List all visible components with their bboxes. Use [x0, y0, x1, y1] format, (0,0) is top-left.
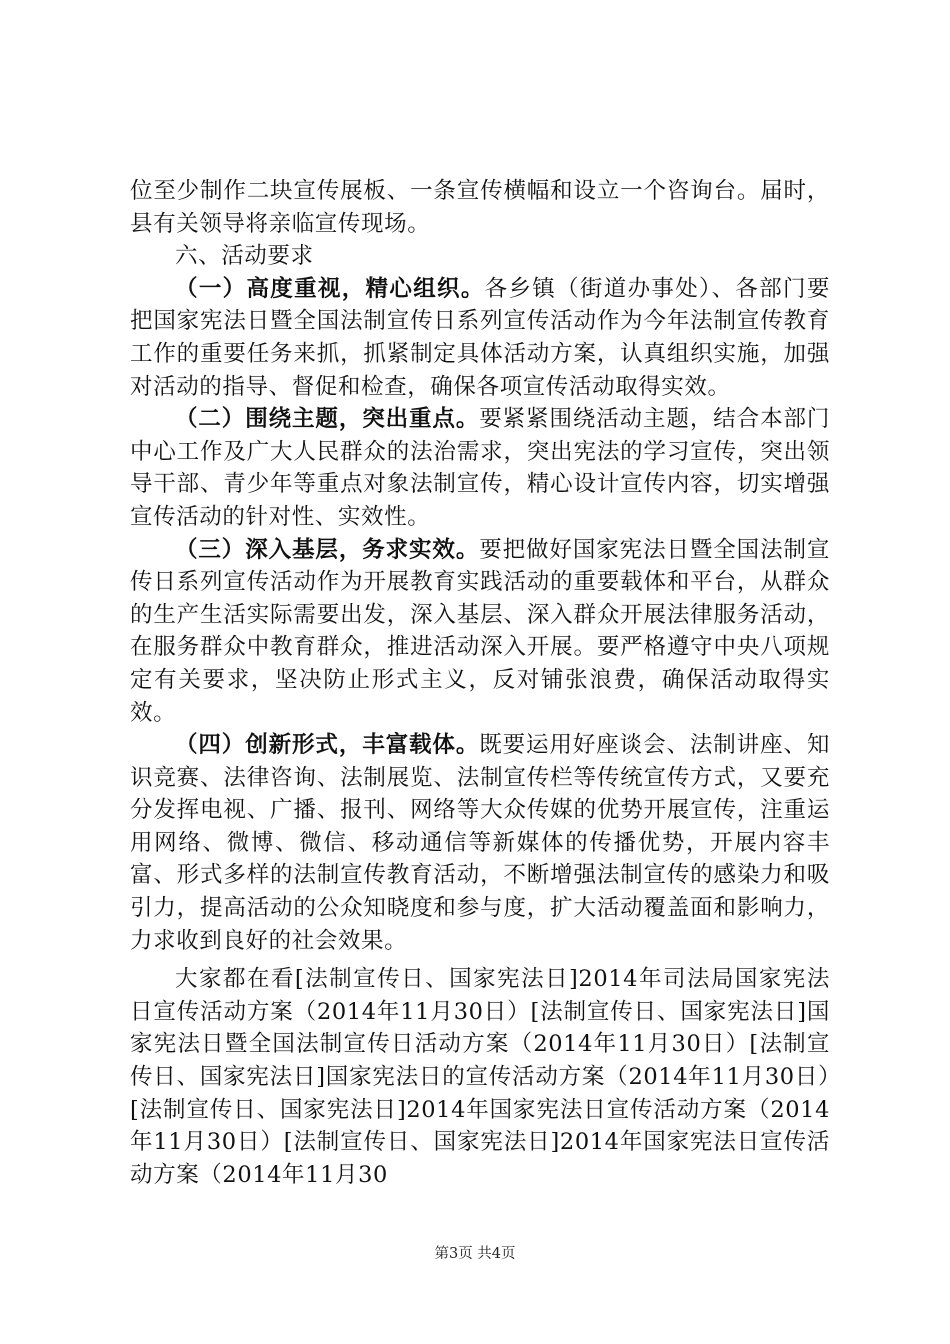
requirement-3-paragraph — [130, 534, 830, 730]
requirement-3-title: （三）深入基层，务求实效。 — [175, 536, 480, 563]
requirement-4-text: 既要运用好座谈会、法制讲座、知识竞赛、法律咨询、法制展览、法制宣传栏等传统宣传方式，又要充分发挥电视、广播、报刊、网络等大众传媒的优势开展宣传，注重运用网络、微博、微信、移动通信等新媒体的传播优势，开展内容丰富、形式多样的法制宣传教育活动，不断增强法制宣传的感染力和吸引力，提高活动的公众知晓度和参与度，扩大活动覆盖面和影响力，力求收到良好的社会效果。 — [130, 732, 830, 954]
document-body — [130, 175, 830, 1191]
requirement-1-paragraph — [130, 273, 830, 403]
requirement-1-text: 各乡镇（街道办事处）、各部门要把国家宪法日暨全国法制宣传日系列宣传活动作为今年法制宣传教育工作的重要任务来抓，抓紧制定具体活动方案，认真组织实施，加强对活动的指导、督促和检查，确保各项宣传活动取得实效。 — [130, 275, 830, 400]
requirement-2-paragraph — [130, 403, 830, 533]
requirement-2-text: 要紧紧围绕活动主题，结合本部门中心工作及广大人民群众的法治需求，突出宪法的学习宣传，突出领导干部、青少年等重点对象法制宣传，精心设计宣传内容，切实增强宣传活动的针对性、实效性。 — [130, 406, 830, 530]
requirement-1-title: （一）高度重视，精心组织。 — [175, 275, 485, 302]
requirement-4-paragraph — [130, 729, 830, 957]
requirement-3-text: 要把做好国家宪法日暨全国法制宣传日系列宣传活动作为开展教育实践活动的重要载体和平台，从群众的生产生活实际需要出发，深入基层、深入群众开展法律服务活动，在服务群众中教育群众，推进活动深入开展。要严格遵守中央八项规定有关要求，坚决防止形式主义，反对铺张浪费，确保活动取得实效。 — [130, 536, 830, 726]
requirement-2-title: （二）围绕主题，突出重点。 — [175, 406, 480, 433]
requirement-4-title: （四）创新形式，丰富载体。 — [175, 732, 480, 759]
related-reading-paragraph: 大家都在看[法制宣传日、国家宪法日]2014年司法局国家宪法日宣传活动方案（2014年11月30日）[法制宣传日、国家宪法日]国家宪法日暨全国法制宣传日活动方案（2014年11月30日）[法制宣传日、国家宪法日]国家宪法日的宣传活动方案（2014年11月30日）[法制宣传日、国家宪法日]2014年国家宪法日宣传活动方案（2014年11月30日）[法制宣传日、国家宪法日]2014年国家宪法日宣传活动方案（2014年11月30 — [130, 966, 830, 1188]
page-number-footer: 第3页 共4页 — [434, 1246, 516, 1262]
paragraph-continuation: 位至少制作二块宣传展板、一条宣传横幅和设立一个咨询台。届时，县有关领导将亲临宣传现场。 — [130, 178, 830, 237]
section-heading-activity-requirements: 六、活动要求 — [175, 243, 314, 270]
